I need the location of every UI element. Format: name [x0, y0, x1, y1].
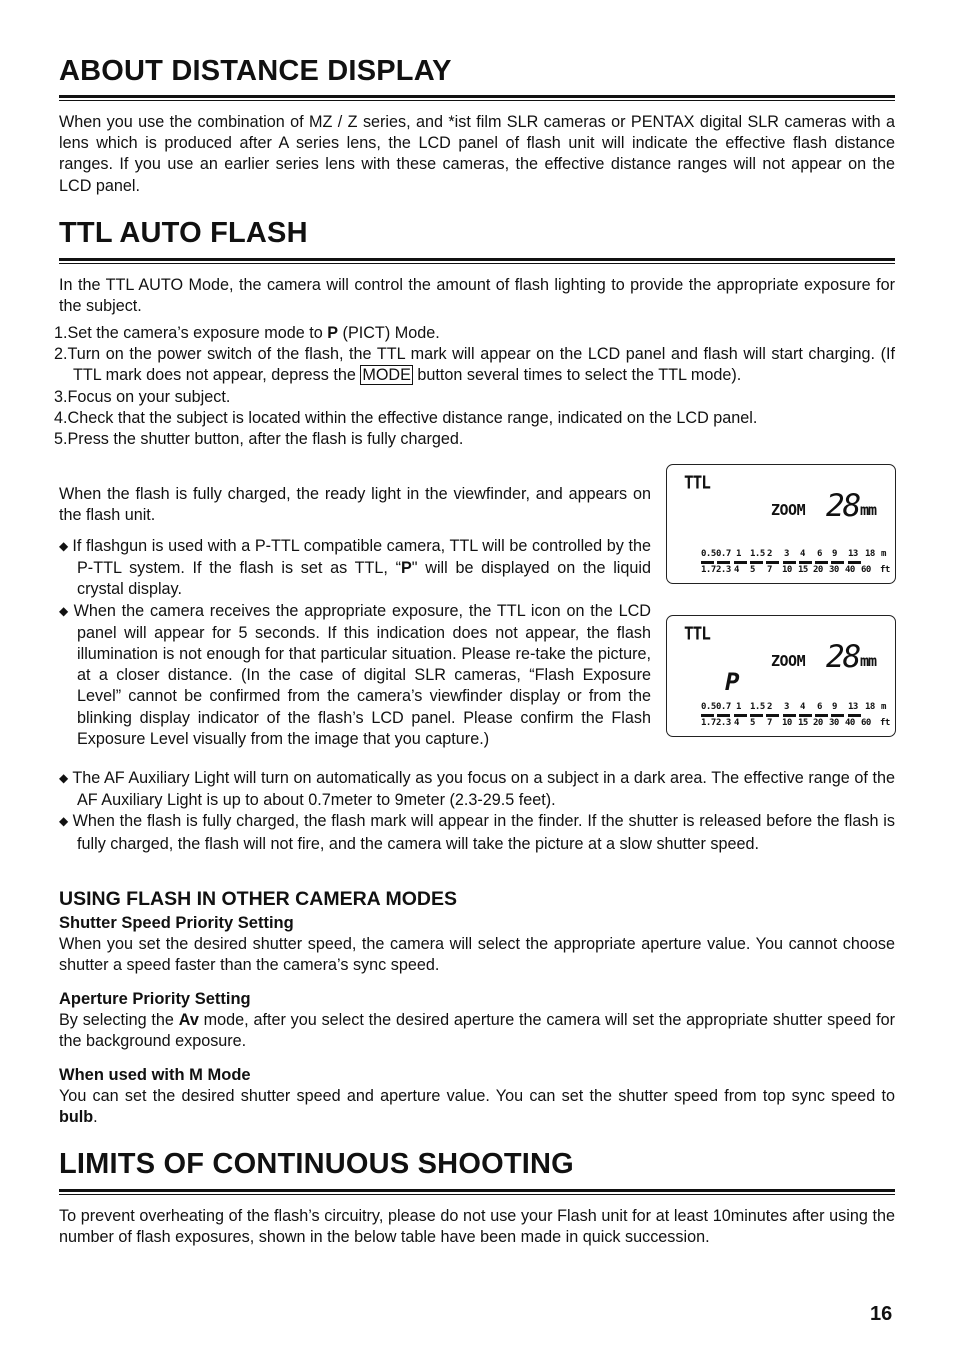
lcd-zoom-label: ZOOM	[771, 652, 806, 670]
lcd-ttl-label: TTL	[684, 472, 710, 493]
ttl-steps-list	[54, 323, 895, 450]
lcd-feet-tick: 1.7	[701, 565, 716, 575]
lcd-meter-tick: 1	[736, 549, 741, 559]
lcd-meter-tick: m	[881, 702, 886, 712]
diamond-bullet-icon: ◆	[59, 814, 69, 829]
lcd-meter-tick: 6	[817, 702, 822, 712]
lcd-mm-label: mm	[860, 501, 877, 519]
lcd-meter-tick: 6	[817, 549, 822, 559]
lcd-range-segment	[766, 714, 779, 717]
lcd-feet-tick: 7	[767, 565, 772, 575]
lcd-range-segment	[701, 714, 714, 717]
lcd-range-segment	[783, 714, 796, 717]
lcd-meter-tick: 13	[848, 702, 858, 712]
lcd-range-segment	[831, 714, 844, 717]
aperture-priority-block	[59, 989, 895, 1052]
aperture-priority-heading: Aperture Priority Setting	[59, 990, 251, 1008]
ttl-notes-list	[59, 536, 651, 750]
lcd-distance-scale	[701, 549, 891, 577]
lcd-meter-tick: 4	[800, 702, 805, 712]
lcd-feet-tick: 20	[813, 565, 823, 575]
section-divider	[59, 95, 895, 101]
lcd-zoom-value: 28	[826, 639, 860, 675]
lcd-meter-tick: 18	[865, 702, 875, 712]
lcd-feet-tick: 2.3	[716, 565, 731, 575]
lcd-range-segment	[848, 561, 861, 564]
step-3: 3.Focus on your subject.	[54, 387, 231, 406]
lcd-range-segment	[717, 561, 730, 564]
continuous-shooting-paragraph: To prevent overheating of the flash’s circuitry, please do not use your Flash unit for at least 10minutes after using the number of flash exposures, shown in the below table have been made in quick succession.	[59, 1207, 895, 1247]
mode-button-label: MODE	[362, 366, 411, 385]
ttl-notes-list-continued	[59, 768, 895, 855]
lcd-meter-tick: 2	[767, 702, 772, 712]
lcd-meter-tick: 1	[736, 702, 741, 712]
lcd-meter-tick: 9	[832, 549, 837, 559]
lcd-feet-tick: 60	[861, 565, 871, 575]
lcd-range-segment	[783, 561, 796, 564]
section-divider	[59, 1189, 895, 1195]
lcd-meter-tick: 3	[784, 702, 789, 712]
note-flash-mark: ◆ When the flash is fully charged, the flash mark will appear in the finder. If the shutter is released before the flash is fully charged, the flash will not fire, and the camera will take the picture at a slow shutter speed.	[59, 812, 895, 853]
lcd-feet-tick: 7	[767, 718, 772, 728]
lcd-feet-tick: 10	[782, 718, 792, 728]
aperture-priority-text: By selecting the Av mode, after you select the desired aperture the camera will set the appropriate shutter speed for the background exposure.	[59, 1011, 895, 1051]
note-af-light: ◆ The AF Auxiliary Light will turn on automatically as you focus on a subject in a dark area. The effective range of the AF Auxiliary Light is up to about 0.7meter to 9meter (2.3-29.5 feet).	[59, 769, 895, 810]
lcd-meter-tick: 0.7	[716, 549, 731, 559]
step-1: 1.Set the camera’s exposure mode to P (PICT) Mode.	[54, 324, 440, 342]
lcd-range-segment	[799, 561, 812, 564]
lcd-meter-tick: m	[881, 549, 886, 559]
lcd-range-segment	[815, 714, 828, 717]
step-4: 4.Check that the subject is located within the effective distance range, indicated on the LCD panel.	[54, 408, 758, 427]
lcd-meter-tick: 0.5	[701, 549, 716, 559]
section-divider	[59, 258, 895, 264]
lcd-meter-tick: 0.5	[701, 702, 716, 712]
ttl-intro-paragraph: In the TTL AUTO Mode, the camera will control the amount of flash lighting to provide the appropriate exposure for the subject.	[59, 276, 895, 316]
lcd-range-segment	[750, 714, 763, 717]
lcd-panel-ttl-p	[666, 615, 896, 737]
lcd-meter-tick: 2	[767, 549, 772, 559]
shutter-priority-block	[59, 913, 895, 976]
lcd-range-segment	[701, 561, 714, 564]
lcd-ttl-label: TTL	[684, 623, 710, 644]
lcd-range-segment	[766, 561, 779, 564]
distance-display-paragraph: When you use the combination of MZ / Z series, and *ist film SLR cameras or PENTAX digital SLR cameras with a lens which is produced after A series lens, the LCD panel of flash unit will indicate the effective flash distance ranges. If you use an earlier series lens with these cameras, the effective distance ranges will not appear on the LCD panel.	[59, 113, 895, 195]
lcd-feet-tick: 15	[798, 718, 808, 728]
lcd-feet-tick: 60	[861, 718, 871, 728]
lcd-p-mark: P	[725, 668, 740, 696]
lcd-meter-tick: 3	[784, 549, 789, 559]
note-exposure: ◆ When the camera receives the appropriate exposure, the TTL icon on the LCD panel will appear for 5 seconds. If this indication does not appear, the flash illumination is not enough for that particular situation. Please re-take the picture, at a closer distance. (In the case of digital SLR cameras, “Flash Exposure Level” cannot be confirmed from the camera’s viewfinder display or from the blinking display indicator of the flash’s LCD panel. Please confirm the Flash Exposure Level visually from the image that you capture.)	[59, 601, 651, 748]
lcd-meter-tick: 18	[865, 549, 875, 559]
lcd-feet-tick: 40	[845, 565, 855, 575]
lcd-feet-tick: 30	[829, 718, 839, 728]
lcd-range-segment	[717, 714, 730, 717]
lcd-feet-tick: 5	[750, 565, 755, 575]
lcd-meter-tick: 1.5	[750, 702, 765, 712]
lcd-distance-scale	[701, 702, 891, 730]
lcd-range-segment	[848, 714, 861, 717]
step-5: 5.Press the shutter button, after the flash is fully charged.	[54, 430, 464, 449]
diamond-bullet-icon: ◆	[59, 539, 69, 553]
lcd-range-segment	[815, 561, 828, 564]
shutter-priority-heading: Shutter Speed Priority Setting	[59, 914, 294, 932]
lcd-feet-tick: 10	[782, 565, 792, 575]
lcd-feet-tick: 4	[734, 718, 739, 728]
lcd-range-segment	[734, 561, 747, 564]
page-number: 16	[870, 1303, 893, 1325]
lcd-feet-tick: ft	[880, 718, 890, 728]
m-mode-text: You can set the desired shutter speed and aperture value. You can set the shutter speed from top sync speed to bulb.	[59, 1087, 895, 1127]
lcd-meter-tick: 1.5	[750, 549, 765, 559]
diamond-bullet-icon: ◆	[59, 603, 70, 618]
lcd-feet-tick: 20	[813, 718, 823, 728]
step-2: 2.Turn on the power switch of the flash, the TTL mark will appear on the LCD panel and flash will start charging. (If TTL mark does not appear, depress the MODE button several times to select the TTL mode).	[54, 345, 895, 385]
lcd-feet-tick: 30	[829, 565, 839, 575]
lcd-range-segment	[734, 714, 747, 717]
lcd-range-segment	[831, 561, 844, 564]
note-pttl: ◆ If flashgun is used with a P-TTL compatible camera, TTL will be controlled by the P-TTL system. If the flash is set as TTL, “P" will be displayed on the liquid crystal display.	[59, 537, 651, 599]
section-title-continuous-shooting: LIMITS OF CONTINUOUS SHOOTING	[59, 1148, 574, 1180]
lcd-meter-tick: 13	[848, 549, 858, 559]
m-mode-heading: When used with M Mode	[59, 1066, 251, 1084]
diamond-bullet-icon: ◆	[59, 771, 69, 785]
section-title-distance-display: ABOUT DISTANCE DISPLAY	[59, 55, 452, 87]
lcd-feet-tick: 1.7	[701, 718, 716, 728]
lcd-meter-tick: 0.7	[716, 702, 731, 712]
section-title-ttl-auto-flash: TTL AUTO FLASH	[59, 217, 308, 249]
lcd-panel-ttl	[666, 464, 896, 584]
lcd-range-segment	[799, 714, 812, 717]
lcd-zoom-label: ZOOM	[771, 501, 806, 519]
lcd-feet-tick: 40	[845, 718, 855, 728]
lcd-feet-tick: 4	[734, 565, 739, 575]
lcd-meter-tick: 9	[832, 702, 837, 712]
lcd-feet-tick: 15	[798, 565, 808, 575]
m-mode-block	[59, 1065, 895, 1128]
lcd-range-segment	[750, 561, 763, 564]
lcd-feet-tick: ft	[880, 565, 890, 575]
ready-light-paragraph: When the flash is fully charged, the ready light in the viewfinder, and appears on the flash unit.	[59, 485, 651, 525]
lcd-meter-tick: 4	[800, 549, 805, 559]
lcd-mm-label: mm	[860, 652, 877, 670]
subsection-title-camera-modes: USING FLASH IN OTHER CAMERA MODES	[59, 888, 457, 910]
lcd-feet-tick: 2.3	[716, 718, 731, 728]
lcd-feet-tick: 5	[750, 718, 755, 728]
lcd-zoom-value: 28	[826, 488, 860, 524]
shutter-priority-text: When you set the desired shutter speed, the camera will select the appropriate aperture value. You cannot choose shutter a speed faster than the camera’s sync speed.	[59, 935, 895, 975]
